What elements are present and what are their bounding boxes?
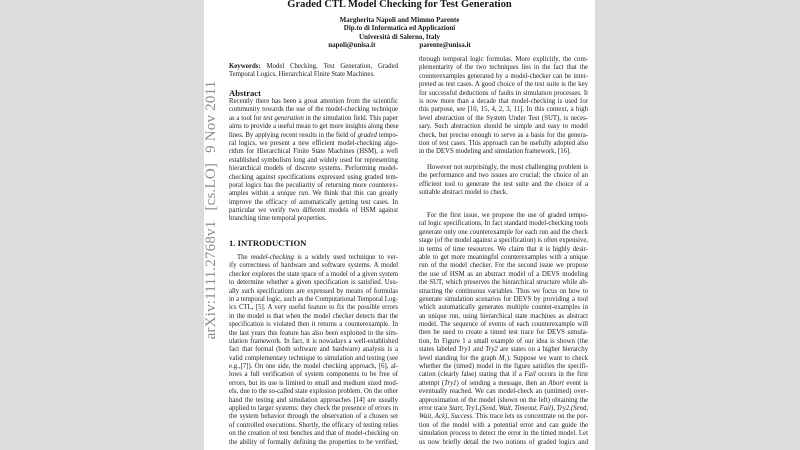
- text-segment: event is: [563, 379, 588, 387]
- text-line: [419, 405, 588, 413]
- text-line: els, due to the so-called state explosion problem. On the other: [229, 388, 398, 396]
- italic-text: Wait, Ack), Success: [419, 413, 473, 421]
- italic-text: test generation: [263, 114, 304, 122]
- paper-title: Graded CTL Model Checking for Test Generation: [287, 0, 512, 10]
- italic-text: Try1: [444, 379, 457, 387]
- text-line: simulation process to detect the error in the timed model. Let: [419, 430, 588, 438]
- right-paragraph-1: [419, 56, 588, 157]
- text-line: stage (of the model against a specification) is often expensive,: [419, 237, 589, 245]
- text-line: [419, 371, 588, 379]
- text-line: lows a full verification of system components to be free of: [229, 371, 398, 379]
- text-line: hierarchical models of discrete systems. Performing model-: [229, 165, 398, 173]
- text-line: [419, 380, 588, 388]
- text-line: the SUT, which preserves the hierarchical structure while ab-: [419, 279, 588, 287]
- text-line: [419, 346, 588, 354]
- arxiv-category: [cs.LO]: [203, 162, 219, 211]
- text-line: ally such specifications are expressed by means of formulas: [229, 287, 398, 295]
- text-line: For the first issue, we propose the use of graded tempo-: [427, 212, 588, 219]
- italic-text: M: [498, 354, 505, 362]
- text-line: tion of test cases. This approach can be usefully adopted also: [419, 139, 588, 147]
- text-segment: tempo-: [376, 131, 398, 139]
- text-line: rithm for Hierarchical Finite State Machines (HSM), a well: [229, 148, 398, 156]
- abstract-heading: Abstract: [229, 88, 261, 98]
- text-line: stracting the continuous variables. Thus we focus on how to: [419, 287, 588, 295]
- right-paragraph-2: [419, 164, 588, 198]
- arxiv-stamp: [203, 81, 219, 340]
- text-line: community towards the use of the model-checking technique: [229, 106, 398, 114]
- text-line: whether the (timed) model in the figure satisfies the specifi-: [419, 363, 588, 371]
- text-line: the ability of formally defining the properties to be verified,: [229, 438, 398, 446]
- text-line: model. The sequence of events of each counterexample will: [419, 321, 588, 329]
- text-line: specification is violated then it returns a counterexample. In: [229, 321, 398, 329]
- right-paragraph-3: [419, 212, 588, 447]
- text-line: hand the testing and simulation approaches [14] are usually: [229, 396, 398, 404]
- introduction-heading: 1. INTRODUCTION: [229, 238, 307, 248]
- text-line: on the creation of test benches and that of model-checking on: [229, 430, 398, 438]
- text-segment: amples within a: [229, 190, 278, 198]
- text-line: checking against specifications expressed using graded tem-: [229, 173, 398, 181]
- text-line: established symbolism long and widely used for representing: [229, 156, 398, 164]
- text-line: which automatically generates multiple counter-examples in: [419, 304, 588, 312]
- keywords-line: Temporal Logics, Hierarchical Finite State Machines.: [229, 71, 375, 79]
- keywords-block: [229, 63, 398, 80]
- text-line: the use of HSM as an abstract model of a DEVS modeling: [419, 270, 588, 278]
- text-segment: error trace: [419, 404, 449, 412]
- text-line: [229, 132, 398, 140]
- affiliation-university: Università di Salerno, Italy: [359, 32, 440, 41]
- text-line: suitable abstract model to check.: [419, 189, 508, 197]
- text-line: an unique run, using hierarchical state machines as abstract: [419, 312, 588, 320]
- text-line: ify correctness of hardware and software systems. A model: [229, 262, 398, 270]
- text-line: plementarity of the two techniques lies in the fact that the: [419, 64, 588, 72]
- italic-text: model-checking: [250, 254, 294, 261]
- text-segment: lines. By applying recent results in the field of: [229, 131, 358, 139]
- affiliation-dept: Dip.to di Informatica ed Applicazioni: [343, 24, 456, 33]
- text-line: level abstraction of the System Under Test (SUT), is neces-: [419, 114, 588, 122]
- italic-text: Abort: [548, 379, 564, 387]
- italic-text: unique run: [277, 190, 309, 198]
- text-line: [229, 254, 398, 262]
- text-line: in terms of time resources. We claim that it is highly desir-: [419, 245, 588, 253]
- text-segment: . We think that this can greatly: [308, 190, 398, 198]
- text-line: efficient tool to generate the test suite and the choice of a: [419, 180, 588, 188]
- keywords-label: Keywords:: [229, 63, 261, 70]
- text-line: eventually reached. We can model-check an (untimed) over-: [419, 388, 588, 396]
- email-napoli: napoli@unisa.it: [328, 41, 376, 50]
- text-line: generate simulation scenarios for DEVS by providing a tool: [419, 295, 588, 303]
- text-line: tion. In Figure 1 a small example of our idea is shown (the: [419, 337, 588, 345]
- text-segment: as a tool for: [229, 114, 264, 122]
- text-line: is now more than a decade that model-checking is used for: [419, 97, 588, 105]
- text-line: applied to larger systems: they check the presence of errors in: [229, 405, 398, 413]
- text-line: ulation framework. In fact, it is nowadays a well-established: [229, 337, 398, 345]
- text-segment: The: [237, 254, 251, 261]
- text-line: poral logics has the peculiarity of returning more counterex-: [229, 181, 398, 189]
- text-segment: cation (clearly false) stating that if a: [419, 371, 525, 379]
- text-line: able to get more meaningful counterexamples with a unique: [419, 253, 588, 261]
- text-segment: attempt (: [419, 379, 445, 387]
- text-line: e.g.,[7]). On one side, the model checking approach, [6], al-: [229, 363, 398, 371]
- text-line: counterexamples generated by a model-checker can be inter-: [419, 72, 588, 80]
- paper-page: [204, 0, 595, 450]
- arxiv-id: arXiv:1111.2768v1: [203, 220, 219, 340]
- text-line: the performance and two issues are crucial: the choice of an: [419, 172, 588, 180]
- text-line: then be used to create a timed test trace for DEVS simula-: [419, 329, 588, 337]
- text-line: ics CTL, [5]. A very useful feature to fix the possible errors: [229, 304, 398, 312]
- text-segment: in the simulation field. This paper: [303, 114, 398, 122]
- text-line: through temporal logic formulas. More explicitly, the com-: [419, 56, 588, 63]
- text-line: for successful deductions of faults in simulation processes. It: [419, 89, 588, 97]
- text-line: fact that formal (both software and hardware) analysis is a: [229, 346, 398, 354]
- text-segment: are states on a higher hierarchy: [497, 346, 588, 354]
- keywords-line: Model Checking, Test Generation, Graded: [260, 63, 398, 70]
- text-line: checker explores the state space of a model of a given system: [229, 270, 398, 278]
- text-segment: level standing for the graph: [419, 354, 499, 362]
- text-line: [419, 413, 588, 421]
- text-line: to determine whether a given specification is satisfied. Usu-: [229, 279, 398, 287]
- text-line: approximation of the model (shown on the left) obtaining the: [419, 396, 588, 404]
- text-line: in the DEVS modeling and simulation framework, [16].: [419, 148, 571, 156]
- abstract-section: [229, 88, 398, 224]
- text-line: in a temporal logic, such as the Computational Temporal Log-: [229, 295, 398, 303]
- text-line: improve the efficacy of automatically getting test cases. In: [229, 198, 398, 206]
- arxiv-date: 9 Nov 2011: [203, 80, 219, 153]
- text-line: run of the model checker. For the second issue we propose: [419, 262, 588, 270]
- text-line: valid complementary technique to simulation and testing (see: [229, 354, 398, 362]
- italic-text: Try2: [485, 346, 498, 354]
- text-line: of controlled executions. Shortly, the efficacy of testing relies: [229, 421, 398, 429]
- text-line: check, but precise enough to serve as a basis for the genera-: [419, 131, 588, 139]
- text-line: preted as test cases. A good choice of the test suite is the key: [419, 81, 588, 89]
- text-segment: ₁). Suppose we want to check: [504, 354, 588, 362]
- text-line: sary. Such abstraction should be simple and easy to model: [419, 123, 588, 131]
- text-segment: occurs in the first: [535, 371, 588, 379]
- abstract-body: [229, 98, 398, 224]
- text-line: However not surprisingly, the most challenging problem is: [427, 164, 588, 171]
- italic-text: Try1: [458, 346, 471, 354]
- text-line: us now briefly detail the two notions of graded logics and: [419, 438, 588, 446]
- text-line: ral logic specifications. In fact standard model-checking tools: [419, 220, 588, 228]
- text-line: generate only one counterexample for each run and the check: [419, 228, 588, 236]
- author-block: [204, 16, 595, 50]
- text-line: [229, 190, 398, 198]
- text-line: ral logics, we present a new efficient model-checking algo-: [229, 139, 398, 147]
- text-line: errors, but its use is limited to small and medium sized mod-: [229, 379, 398, 387]
- text-line: aims to provide a useful mean to get more insights along these: [229, 123, 399, 131]
- text-line: particular we verify two different models of HSM against: [229, 207, 398, 215]
- text-line: [229, 115, 398, 123]
- text-segment: is a widely used technique to ver-: [293, 254, 398, 261]
- text-line: the last years this feature has also been exploited in the sim-: [229, 329, 398, 337]
- text-segment: . This trace lets us concentrate on the por-: [472, 413, 588, 421]
- text-segment: and: [470, 346, 486, 354]
- text-line: tion of the model with a potential error and can guide the: [419, 421, 588, 429]
- author-names: Margherita Napoli and Mimmo Parente: [339, 16, 460, 24]
- introduction-section: [229, 238, 398, 447]
- author-emails: [204, 41, 595, 49]
- italic-text: Start, Try1.(Send, Wait, Timeout, Fail), Try2.(Send,: [448, 404, 588, 412]
- italic-text: graded: [357, 131, 377, 139]
- text-line: this purpose, see [10, 15, 4, 2, 3, 11]. In this context, a high: [419, 106, 588, 114]
- introduction-body: [229, 254, 398, 447]
- text-line: Recently there has been a great attention from the scientific: [229, 98, 398, 105]
- text-segment: states labeled: [419, 346, 459, 354]
- text-line: branching time temporal properties.: [229, 215, 327, 223]
- italic-text: Fail: [524, 371, 536, 379]
- text-line: in the model is that when the model checker detects that the: [229, 312, 398, 320]
- text-line: [419, 355, 588, 363]
- text-segment: ) of sending a message, then an: [456, 379, 549, 387]
- text-line: the system behavior through the observation of a chosen set: [229, 413, 398, 421]
- email-parente: parente@unisa.it: [419, 41, 471, 50]
